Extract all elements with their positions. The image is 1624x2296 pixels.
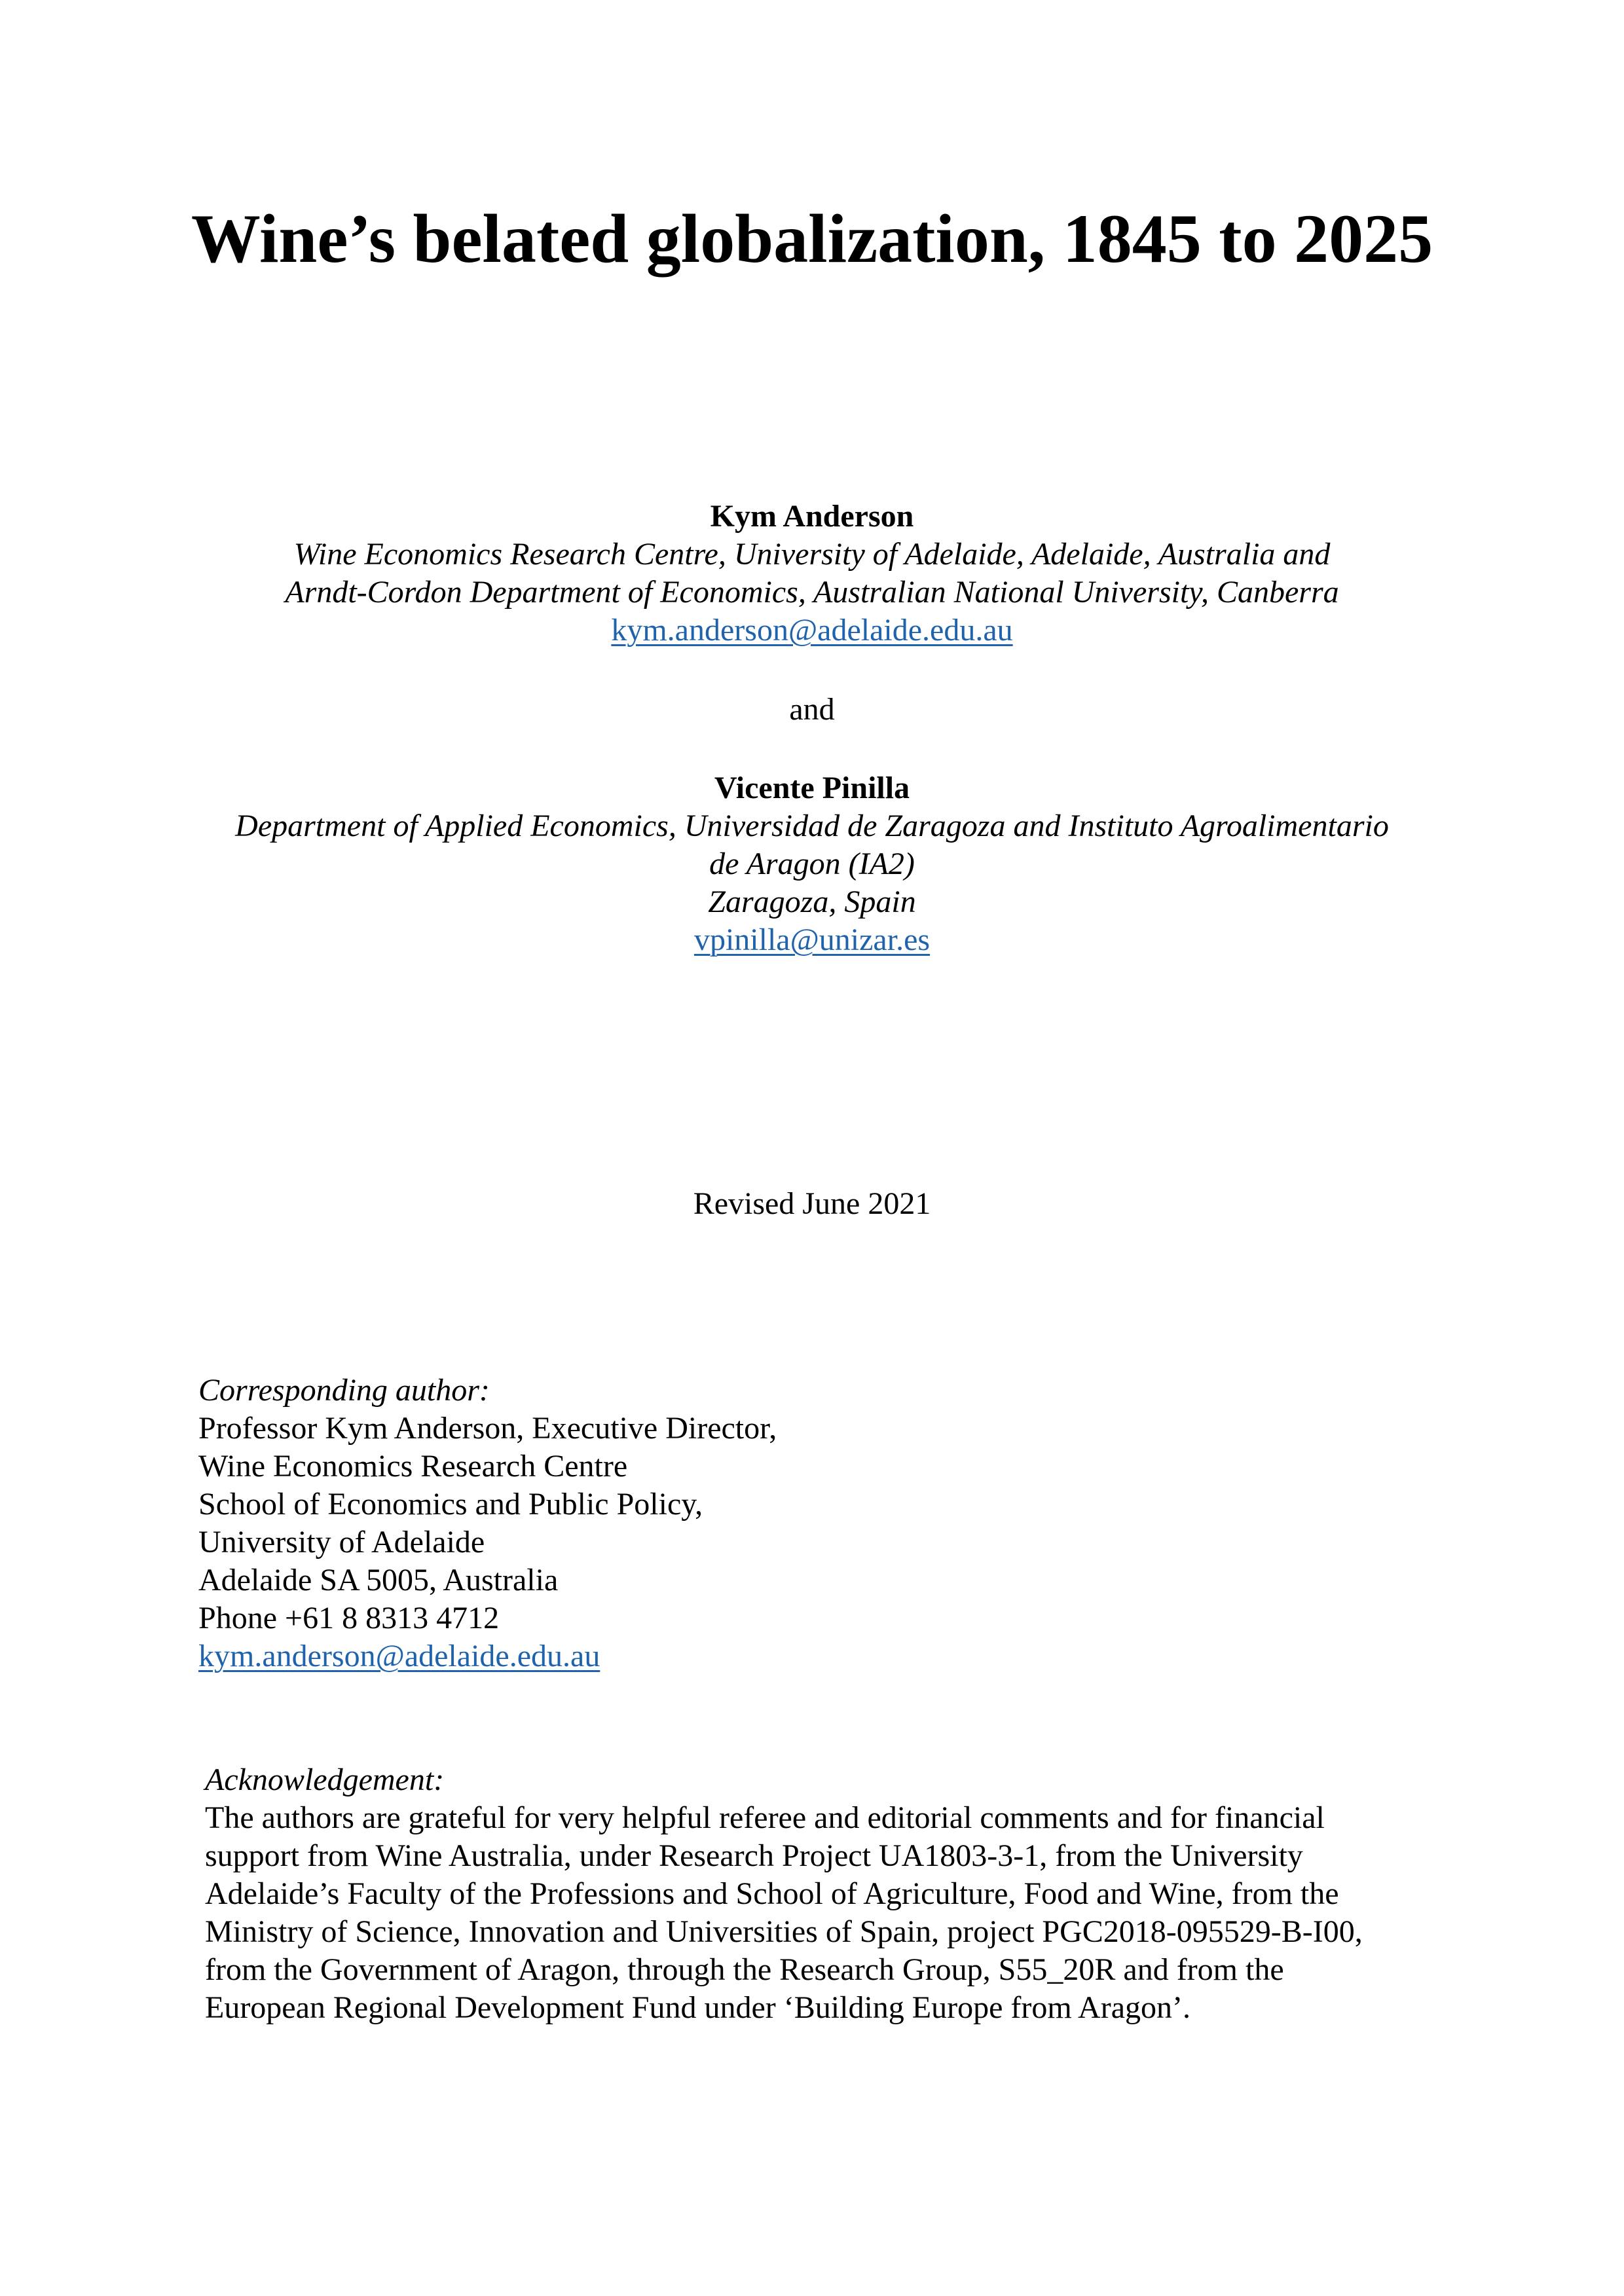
author-block-2	[0, 769, 1624, 959]
corresponding-author-line: Adelaide SA 5005, Australia	[198, 1563, 559, 1597]
acknowledgement-line: support from Wine Australia, under Research Project UA1803-3-1, from the University	[205, 1838, 1303, 1873]
author-name: Kym Anderson	[710, 499, 914, 534]
acknowledgement-line: The authors are grateful for very helpful referee and editorial comments and for financial	[205, 1800, 1325, 1835]
author-email-link[interactable]: vpinilla@unizar.es	[693, 922, 931, 957]
corresponding-author-line: Phone +61 8 8313 4712	[198, 1601, 500, 1635]
author-name: Vicente Pinilla	[714, 771, 910, 805]
author-affiliation-line: Arndt-Cordon Department of Economics, Australian National University, Canberra	[285, 575, 1339, 610]
author-affiliation-line: Wine Economics Research Centre, University of Adelaide, Adelaide, Australia and	[293, 537, 1331, 572]
corresponding-author-line: University of Adelaide	[198, 1525, 485, 1559]
revision-text: Revised June 2021	[693, 1186, 931, 1221]
corresponding-author-block	[198, 1372, 777, 1675]
corresponding-author-line: School of Economics and Public Policy,	[198, 1487, 703, 1522]
author-affiliation-line: Department of Applied Economics, Universidad de Zaragoza and Instituto Agroalimentario	[235, 809, 1389, 843]
corresponding-author-line: Wine Economics Research Centre	[198, 1449, 628, 1484]
corresponding-author-heading: Corresponding author:	[198, 1373, 490, 1408]
acknowledgement-line: European Regional Development Fund under ‘Building Europe from Aragon’.	[205, 1990, 1190, 2025]
paper-title: Wine’s belated globalization, 1845 to 2025	[191, 200, 1433, 277]
acknowledgement-heading: Acknowledgement:	[205, 1762, 445, 1797]
revision-date	[0, 1185, 1624, 1223]
acknowledgement-line: Adelaide’s Faculty of the Professions and School of Agriculture, Food and Wine, from the	[205, 1876, 1339, 1911]
acknowledgement-line: from the Government of Aragon, through the Research Group, S55_20R and from the	[205, 1952, 1284, 1987]
author-affiliation-line: Zaragoza, Spain	[708, 884, 916, 919]
conjunction-text: and	[789, 692, 835, 727]
author-affiliation-line: de Aragon (IA2)	[709, 847, 915, 881]
acknowledgement-line: Ministry of Science, Innovation and Universities of Spain, project PGC2018-095529-B-I00,	[205, 1914, 1363, 1949]
corresponding-author-email-link[interactable]: kym.anderson@adelaide.edu.au	[198, 1639, 600, 1673]
author-block-1	[0, 498, 1624, 649]
acknowledgement-block	[205, 1761, 1363, 2027]
corresponding-author-line: Professor Kym Anderson, Executive Director,	[198, 1411, 777, 1446]
and-separator	[0, 691, 1624, 729]
author-email-link[interactable]: kym.anderson@adelaide.edu.au	[611, 613, 1013, 647]
